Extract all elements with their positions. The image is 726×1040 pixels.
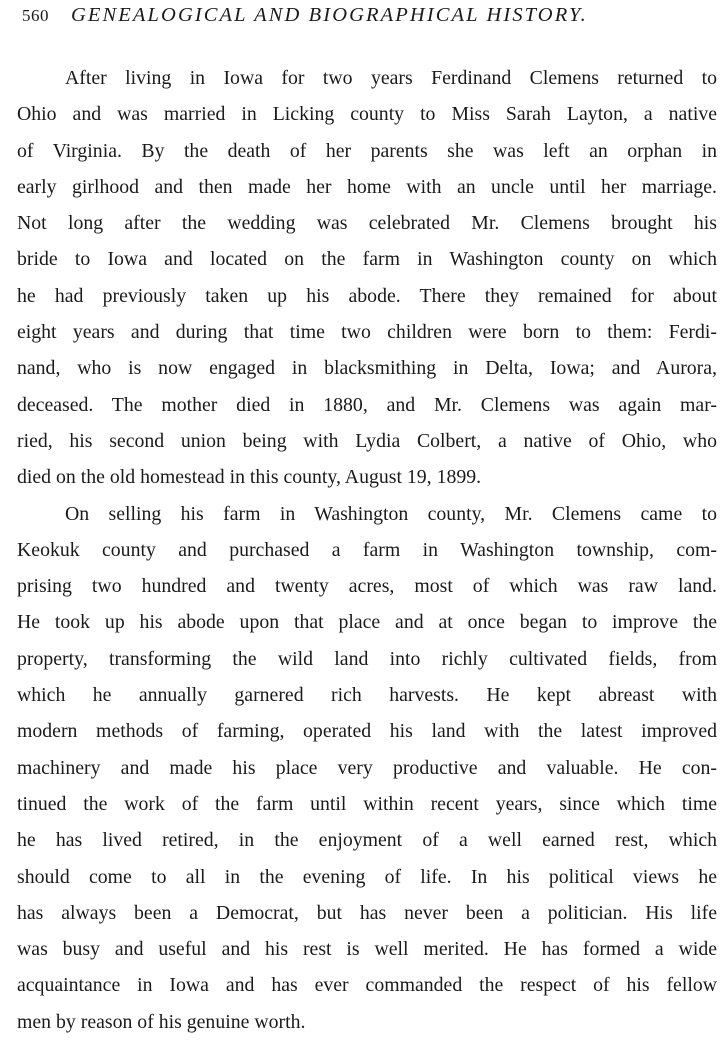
body-text bbox=[17, 60, 717, 1040]
text-line: eight years and during that time two children were born to them: Ferdi- bbox=[17, 321, 717, 344]
text-line: which he annually garnered rich harvests. He kept abreast with bbox=[17, 684, 717, 707]
text-line: After living in Iowa for two years Ferdinand Clemens returned to bbox=[65, 67, 717, 89]
text-line: machinery and made his place very productive and valuable. He con- bbox=[17, 756, 717, 779]
text-line: Ohio and was married in Licking county to Miss Sarah Layton, a native bbox=[17, 103, 717, 126]
text-line: he has lived retired, in the enjoyment of a well earned rest, which bbox=[17, 829, 717, 852]
text-line: prising two hundred and twenty acres, most of which was raw land. bbox=[17, 575, 717, 598]
paragraph bbox=[17, 60, 717, 496]
text-line: has always been a Democrat, but has never been a politician. His life bbox=[17, 901, 717, 924]
text-line: ried, his second union being with Lydia Colbert, a native of Ohio, who bbox=[17, 429, 717, 452]
text-line: nand, who is now engaged in blacksmithing in Delta, Iowa; and Aurora, bbox=[17, 357, 717, 380]
text-line: acquaintance in Iowa and has ever commanded the respect of his fellow bbox=[17, 974, 717, 997]
paragraph bbox=[17, 496, 717, 1040]
page-header bbox=[22, 4, 702, 36]
text-line: he had previously taken up his abode. There they remained for about bbox=[17, 284, 717, 307]
text-line: property, transforming the wild land into richly cultivated fields, from bbox=[17, 647, 717, 670]
text-line: of Virginia. By the death of her parents she was left an orphan in bbox=[17, 139, 717, 162]
text-line: bride to Iowa and located on the farm in Washington county on which bbox=[17, 248, 717, 271]
text-line: died on the old homestead in this county, August 19, 1899. bbox=[17, 466, 482, 489]
text-line: was busy and useful and his rest is well merited. He has formed a wide bbox=[17, 938, 717, 961]
text-line: tinued the work of the farm until within recent years, since which time bbox=[17, 792, 717, 815]
text-line: deceased. The mother died in 1880, and Mr. Clemens was again mar- bbox=[17, 393, 717, 416]
text-line: Not long after the wedding was celebrated Mr. Clemens brought his bbox=[17, 212, 717, 235]
text-line: On selling his farm in Washington county, Mr. Clemens came to bbox=[65, 502, 717, 525]
text-line: should come to all in the evening of life. In his political views he bbox=[17, 865, 717, 888]
page-number: 560 bbox=[22, 6, 49, 25]
running-title: GENEALOGICAL AND BIOGRAPHICAL HISTORY. bbox=[71, 4, 588, 26]
text-line: Keokuk county and purchased a farm in Washington township, com- bbox=[17, 538, 717, 561]
text-line: He took up his abode upon that place and at once began to improve the bbox=[17, 611, 717, 634]
text-line: men by reason of his genuine worth. bbox=[17, 1010, 306, 1033]
text-line: modern methods of farming, operated his land with the latest improved bbox=[17, 720, 717, 743]
text-line: early girlhood and then made her home with an uncle until her marriage. bbox=[17, 175, 717, 198]
